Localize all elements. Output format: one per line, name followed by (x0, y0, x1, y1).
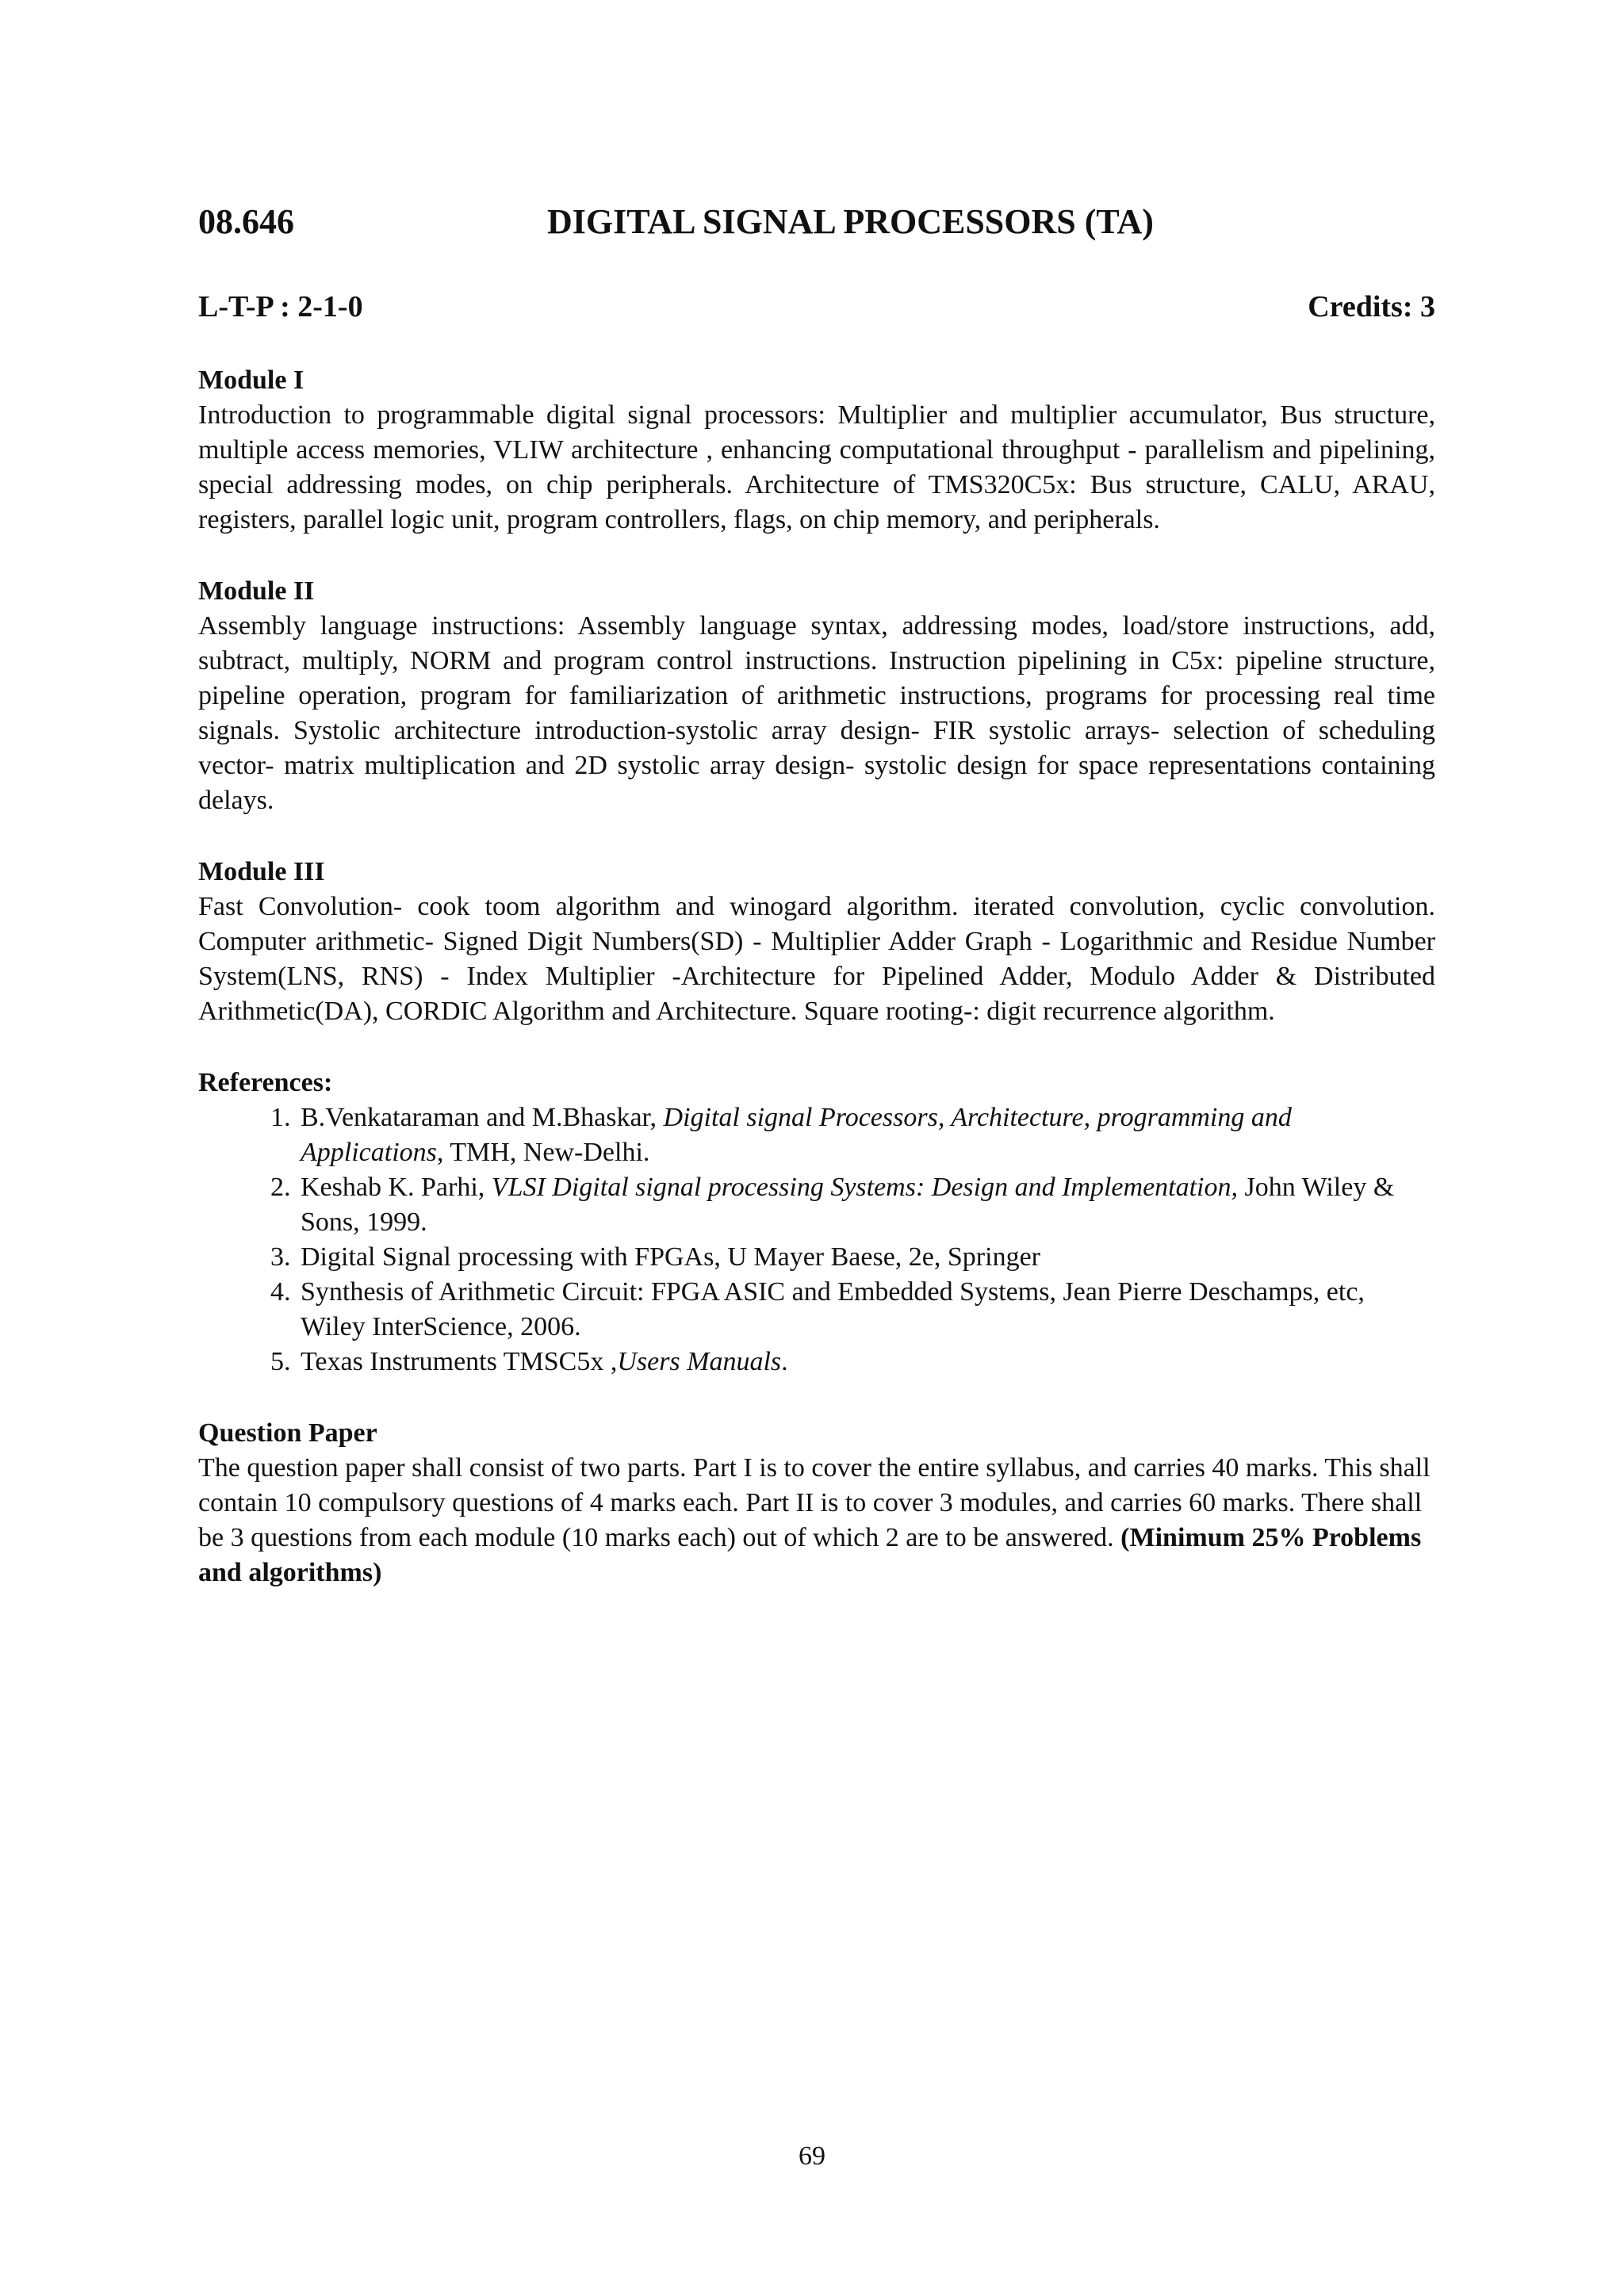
reference-text: Texas Instruments TMSC5x , (301, 1347, 618, 1376)
reference-text: B.Venkataraman and M.Bhaskar, (301, 1103, 664, 1132)
reference-title: Digital signal Processors, Architecture, programming and Applications (301, 1103, 1292, 1167)
title-row (198, 198, 1435, 246)
reference-item (297, 1170, 1435, 1240)
course-title: DIGITAL SIGNAL PROCESSORS (TA) (547, 202, 1154, 241)
reference-text: Synthesis of Arithmetic Circuit: FPGA ASIC and Embedded Systems, Jean Pierre Deschamps, etc, Wiley InterScience, 2006. (301, 1277, 1365, 1341)
module-2 (198, 574, 1435, 818)
question-paper-heading: Question Paper (198, 1418, 377, 1448)
question-paper-text (198, 1451, 1435, 1590)
course-code: 08.646 (198, 202, 294, 241)
ltp-credits-row (198, 287, 1435, 327)
module-heading: Module II (198, 576, 315, 606)
page-number: 69 (799, 2141, 825, 2171)
reference-item (297, 1100, 1435, 1170)
reference-text-after: John Wiley & Sons, 1999. (301, 1173, 1395, 1237)
reference-item (297, 1345, 1435, 1380)
credits-label: Credits: 3 (1308, 290, 1435, 323)
references-heading: References: (198, 1068, 333, 1097)
syllabus-page (198, 198, 1435, 1590)
question-paper-emphasis: (Minimum 25% Problems and algorithms) (198, 1523, 1422, 1587)
references-list (198, 1100, 1435, 1380)
ltp-label: L-T-P : 2-1-0 (198, 290, 363, 323)
module-text: Fast Convolution- cook toom algorithm and winogard algorithm. iterated convolution, cyclic convolution. Computer arithmetic- Signed Digit Numbers(SD) - Multiplier Adder Graph - Logarithmic and Residue Number System(LNS, RNS) - Index Multiplier -Architecture for Pipelined Adder, Modulo Adder & Distributed Arithmetic(DA), CORDIC Algorithm and Architecture. Square rooting-: digit recurrence algorithm. (198, 892, 1435, 1026)
module-1 (198, 363, 1435, 538)
module-heading: Module III (198, 857, 325, 886)
module-text: Assembly language instructions: Assembly language syntax, addressing modes, load/store instructions, add, subtract, multiply, NORM and program control instructions. Instruction pipelining in C5x: pipeline structure, pipeline operation, program for familiarization of arithmetic instructions, programs for processing real time signals. Systolic architecture introduction-systolic array design- FIR systolic arrays- selection of scheduling vector- matrix multiplication and 2D systolic array design- systolic design for space representations containing delays. (198, 611, 1435, 815)
module-3 (198, 855, 1435, 1029)
question-paper-body: The question paper shall consist of two parts. Part I is to cover the entire syllabus, and carries 40 marks. This shall contain 10 compulsory questions of 4 marks each. Part II is to cover 3 modules, and carries 60 marks. There shall be 3 questions from each module (10 marks each) out of which 2 are to be answered. (198, 1453, 1431, 1552)
reference-title: Users Manuals (617, 1347, 782, 1376)
reference-text-after: , TMH, New-Delhi. (436, 1138, 650, 1167)
reference-item (297, 1240, 1435, 1275)
question-paper-section (198, 1416, 1435, 1590)
reference-item (297, 1275, 1435, 1345)
reference-text: Digital Signal processing with FPGAs, U Mayer Baese, 2e, Springer (301, 1242, 1040, 1272)
reference-title: VLSI Digital signal processing Systems: Design and Implementation, (491, 1173, 1239, 1202)
module-text: Introduction to programmable digital signal processors: Multiplier and multiplier accumulator, Bus structure, multiple access memories, VLIW architecture , enhancing computational throughput - parallelism and pipelining, special addressing modes, on chip peripherals. Architecture of TMS320C5x: Bus structure, CALU, ARAU, registers, parallel logic unit, program controllers, flags, on chip memory, and peripherals. (198, 400, 1435, 534)
reference-text-after: . (781, 1347, 788, 1376)
references-section (198, 1066, 1435, 1380)
reference-text: Keshab K. Parhi, (301, 1173, 492, 1202)
module-heading: Module I (198, 365, 304, 395)
